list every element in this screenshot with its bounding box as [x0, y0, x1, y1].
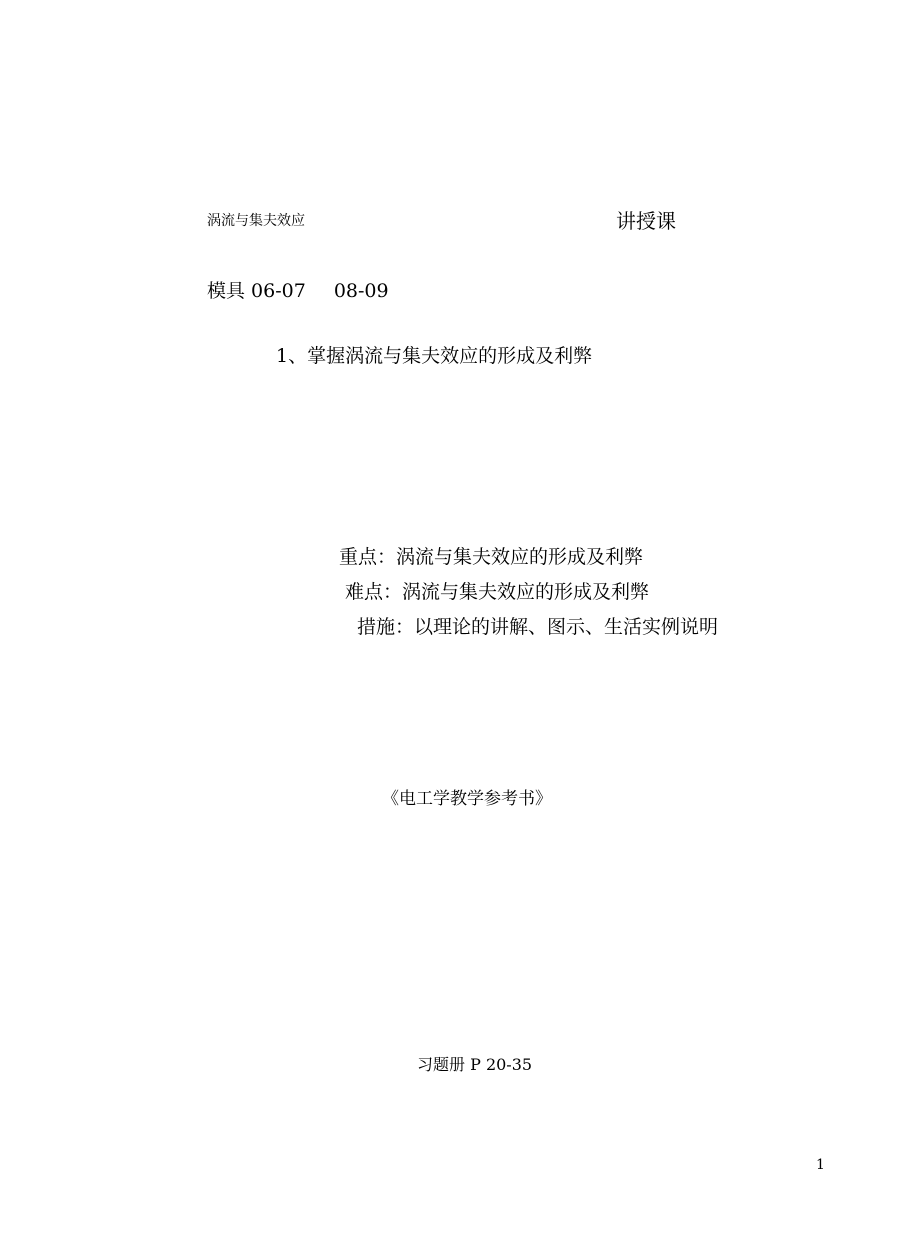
class-first: 模具 06-07	[207, 280, 306, 302]
key-point: 重点：涡流与集夫效应的形成及利弊	[339, 546, 644, 568]
teaching-objective: 1、掌握涡流与集夫效应的形成及利弊	[276, 345, 593, 367]
page-number: 1	[816, 1157, 825, 1173]
teaching-measures: 措施：以理论的讲解、图示、生活实例说明	[357, 616, 719, 638]
reference-book: 《电工学教学参考书》	[382, 789, 552, 809]
class-second: 08-09	[333, 280, 389, 302]
lesson-topic: 涡流与集夫效应	[207, 213, 305, 229]
homework-exercises: 习题册 P 20-35	[417, 1055, 533, 1074]
lesson-type: 讲授课	[616, 209, 676, 233]
difficult-point: 难点：涡流与集夫效应的形成及利弊	[345, 581, 650, 603]
class-list	[207, 282, 389, 301]
